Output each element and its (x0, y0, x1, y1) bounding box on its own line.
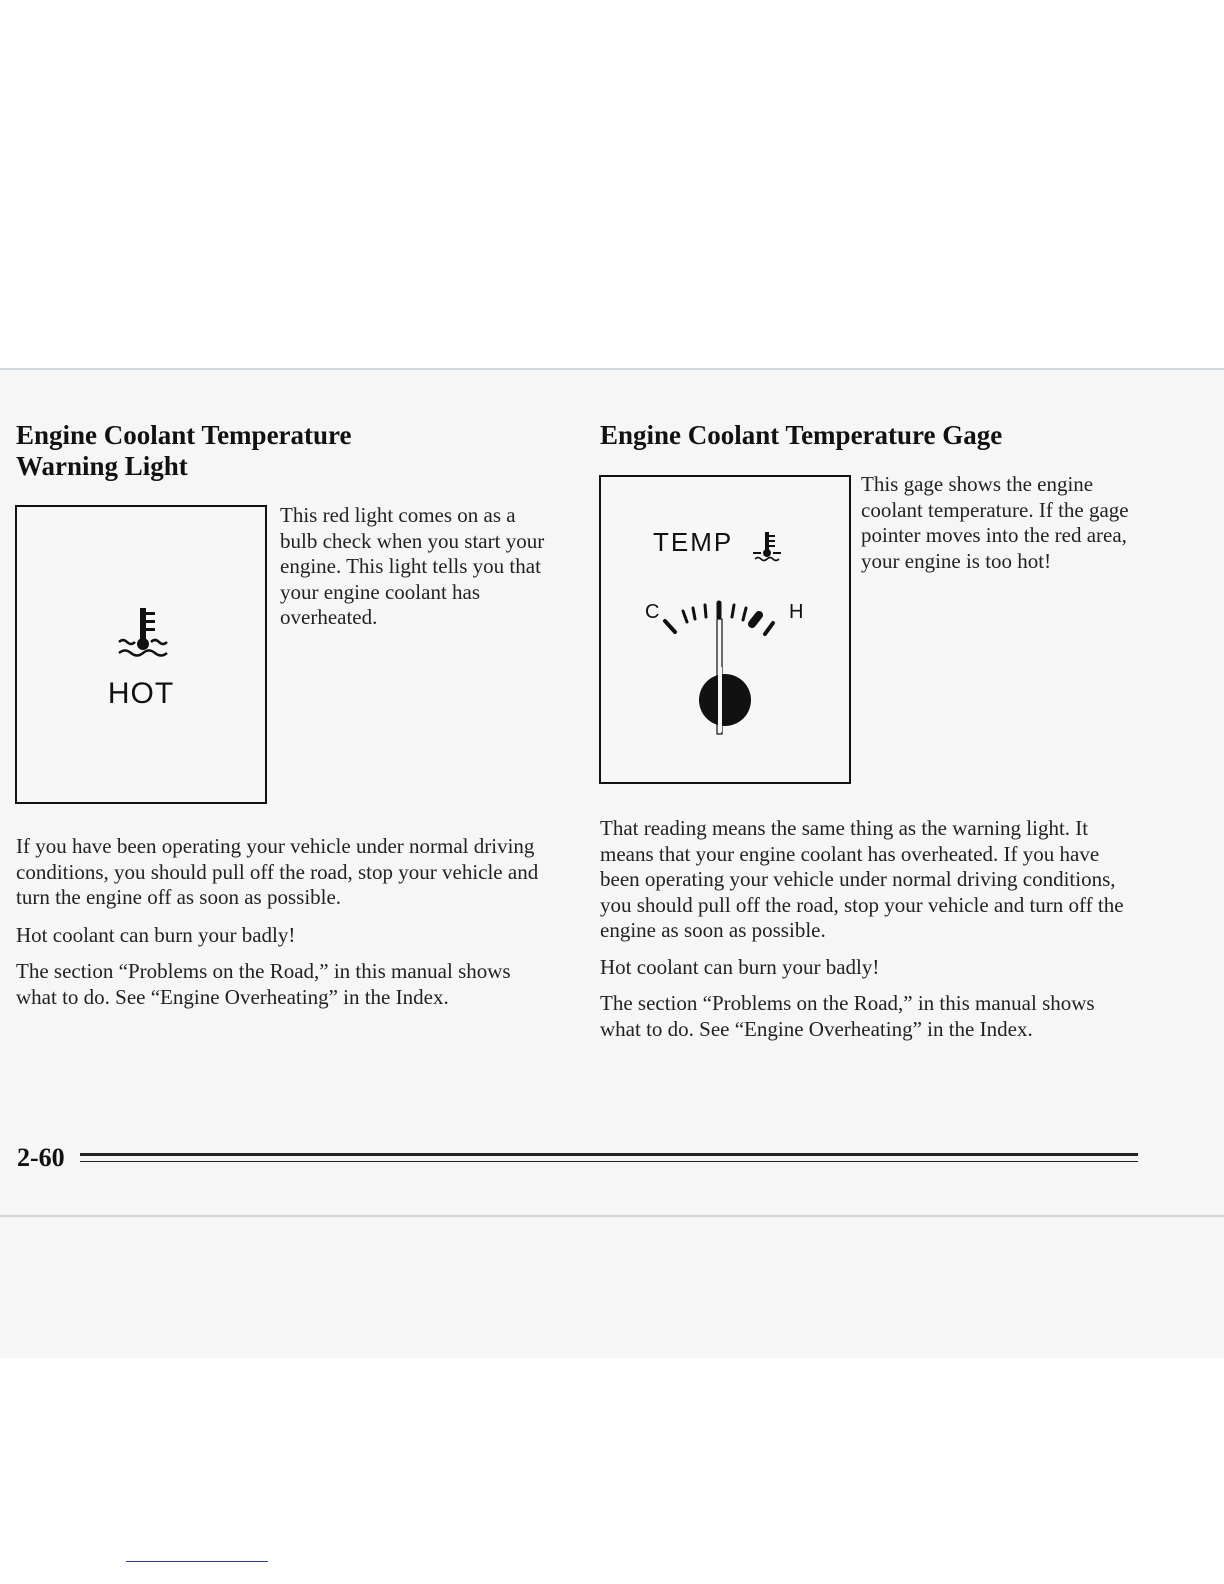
footnote-rule (126, 1561, 268, 1562)
warning-light-heading (16, 420, 352, 482)
page-number: 2-60 (17, 1143, 65, 1172)
warning-light-paragraph-3: The section “Problems on the Road,” in this manual shows what to do. See “Engine Overheating” in the Index. (16, 959, 511, 1009)
gage-heading (600, 420, 1002, 451)
warning-light-paragraph-2: Hot coolant can burn your badly! (16, 923, 296, 947)
gauge-cold-label: C (645, 601, 660, 623)
coolant-temperature-icon (115, 602, 171, 662)
gage-heading-text: Engine Coolant Temperature Gage (600, 420, 1003, 450)
gage-paragraph-1: That reading means the same thing as the warning light. It means that your engine coolant has overheated. If you have been operating your vehicle under normal driving conditions, you should pull off the road, stop your vehicle and turn off the engine as soon as possible. (600, 816, 1124, 942)
gage-paragraph-3: The section “Problems on the Road,” in this manual shows what to do. See “Engine Overheating” in the Index. (600, 991, 1095, 1041)
footer-rule-thick (80, 1153, 1138, 1156)
coolant-temperature-icon (751, 529, 785, 563)
band-bottom-rule (0, 1215, 1224, 1217)
band-top-rule (0, 368, 1224, 370)
warning-light-figure (15, 505, 267, 804)
warning-light-intro: This red light comes on as a bulb check when you start your engine. This light tells you that your engine coolant has overheated. (280, 503, 545, 629)
hot-label: HOT (107, 677, 175, 710)
gauge-needle-icon (641, 597, 821, 737)
warning-light-paragraph-1: If you have been operating your vehicle under normal driving conditions, you should pull off the road, stop your vehicle and turn the engine off as soon as possible. (16, 834, 539, 909)
gage-intro: This gage shows the engine coolant temperature. If the gage pointer moves into the red area, your engine is too hot! (861, 472, 1129, 573)
gauge-hot-label: H (789, 601, 804, 623)
temperature-gage-figure (599, 475, 851, 784)
warning-light-heading-line2: Warning Light (16, 451, 188, 481)
warning-light-heading-line1: Engine Coolant Temperature (16, 420, 352, 450)
gage-paragraph-2: Hot coolant can burn your badly! (600, 955, 880, 979)
footer-rule-thin (80, 1161, 1138, 1162)
temp-label: TEMP (653, 527, 734, 557)
